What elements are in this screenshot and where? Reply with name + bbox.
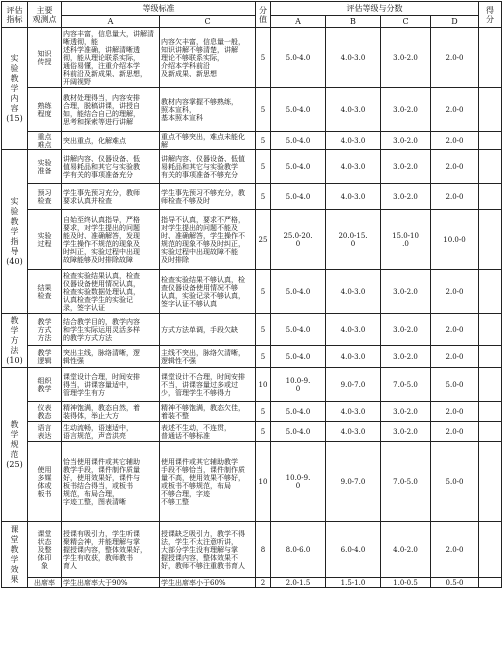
header-score-get: 得 分: [479, 2, 502, 28]
observation-point: 课堂 状态 及整 体印 象: [28, 522, 62, 578]
score-get-cell[interactable]: [479, 28, 502, 88]
standard-c-text: 学生事先预习不够充分，教 师检查不够及时: [160, 184, 256, 210]
score-value: 8: [256, 522, 271, 578]
grade-c-range: 7.0-5.0: [381, 368, 431, 402]
score-value: 5: [256, 270, 271, 314]
score-get-cell[interactable]: [479, 184, 502, 210]
score-get-cell[interactable]: [479, 270, 502, 314]
standard-c-text: 精神不够饱满，教态欠佳， 着装不整: [160, 402, 256, 422]
standard-c-text: 授课缺乏吸引力，教学不得 法，学生不太注意听讲， 大部分学生没有理解与掌 握授课内容，整体效果不 好，教师不够注重教书育人: [160, 522, 256, 578]
grade-c-range: 3.0-2.0: [381, 132, 431, 150]
grade-d-range: 0.5-0: [431, 578, 479, 588]
grade-d-range: 2.0-0: [431, 314, 479, 346]
grade-b-range: 4.0-3.0: [326, 150, 381, 184]
observation-point: 知识 传授: [28, 28, 62, 88]
score-value: 25: [256, 210, 271, 270]
header-grade-d: D: [431, 16, 479, 28]
standard-a-text: 恰当使用课件或其它辅助 教学手段，课件制作质量 好，使用效果好，课件与 板书结合得当，或板书 规范，布局合理， 字迹工整，图表清晰: [62, 442, 160, 522]
grade-c-range: 3.0-2.0: [381, 346, 431, 368]
table-row: [2, 150, 502, 184]
score-value: 2: [256, 578, 271, 588]
table-body: [2, 28, 502, 588]
table-row: [2, 132, 502, 150]
standard-c-text: 教材内容掌握不够熟练， 照本宣科， 基本照本宣科: [160, 88, 256, 132]
grade-a-range: 5.0-4.0: [271, 132, 326, 150]
score-value: 5: [256, 88, 271, 132]
standard-c-text: 检查实验结果不够认真，检 查仪器设备使用情况不够 认真，实验记录不够认真， 签字认证不够认真: [160, 270, 256, 314]
observation-point: 预习 检查: [28, 184, 62, 210]
grade-a-range: 8.0-6.0: [271, 522, 326, 578]
grade-a-range: 5.0-4.0: [271, 270, 326, 314]
grade-c-range: 3.0-2.0: [381, 88, 431, 132]
grade-d-range: 2.0-0: [431, 422, 479, 442]
header-eval-indicator: 评估 指标: [2, 2, 28, 28]
standard-a-text: 结合教学目的，教学内容 和学生实际运用灵活多样 的教学方式方法: [62, 314, 160, 346]
table-row: [2, 28, 502, 88]
grade-a-range: 5.0-4.0: [271, 346, 326, 368]
score-get-cell[interactable]: [479, 368, 502, 402]
standard-a-text: 授课有吸引力，学生听课 聚精会神，并能理解与掌 握授课内容，整体效果好， 学生有收获，教师教书 育人: [62, 522, 160, 578]
score-get-cell[interactable]: [479, 402, 502, 422]
table-row: [2, 522, 502, 578]
score-value: 5: [256, 132, 271, 150]
header-grade-scores: 评估等级与分数: [271, 2, 479, 16]
grade-d-range: 5.0-0: [431, 368, 479, 402]
grade-b-range: 4.0-3.0: [326, 270, 381, 314]
grade-c-range: 7.0-5.0: [381, 442, 431, 522]
indicator-group-label: 教 学 方 法 (10): [2, 314, 28, 368]
grade-a-range: 5.0-4.0: [271, 422, 326, 442]
grade-d-range: 2.0-0: [431, 184, 479, 210]
grade-c-range: 15.0-10 .0: [381, 210, 431, 270]
evaluation-table-sheet: [1, 1, 494, 588]
table-row: [2, 578, 502, 588]
grade-b-range: 4.0-3.0: [326, 314, 381, 346]
observation-point: 结果 检查: [28, 270, 62, 314]
header-col-c: C: [160, 16, 256, 28]
observation-point: 实验 准备: [28, 150, 62, 184]
observation-point: 使用 多媒 体或 板书: [28, 442, 62, 522]
score-get-cell[interactable]: [479, 442, 502, 522]
standard-a-text: 教材处理得当，内容安排 合理，脱稿讲课，讲授自 如，能结合自己的理解， 思考和探索等进行讲解: [62, 88, 160, 132]
header-grade-a: A: [271, 16, 326, 28]
observation-point: 出席率: [28, 578, 62, 588]
standard-c-text: 表述不生动，不连贯， 普通话不够标准: [160, 422, 256, 442]
standard-a-text: 内容丰富，信息量大，讲解清晰透彻，能 述科学准确，讲解清晰透 彻，能从理论联系实际， 通俗易懂，注重介绍本学 科前沿及新成果、新思想， 开阔视野: [62, 28, 160, 88]
table-row: [2, 184, 502, 210]
grade-b-range: 9.0-7.0: [326, 368, 381, 402]
score-value: 5: [256, 346, 271, 368]
grade-b-range: 1.5-1.0: [326, 578, 381, 588]
grade-c-range: 1.0-0.5: [381, 578, 431, 588]
standard-a-text: 学生出席率大于90%: [62, 578, 160, 588]
standard-a-text: 突出主线，脉络清晰，逻 辑性强: [62, 346, 160, 368]
grade-a-range: 25.0-20. 0: [271, 210, 326, 270]
standard-c-text: 重点不够突出，难点未能化 解: [160, 132, 256, 150]
standard-a-text: 突出重点，化解难点: [62, 132, 160, 150]
grade-c-range: 3.0-2.0: [381, 184, 431, 210]
standard-c-text: 方式方法单调，手段欠缺: [160, 314, 256, 346]
grade-d-range: 2.0-0: [431, 88, 479, 132]
score-value: 5: [256, 314, 271, 346]
grade-b-range: 4.0-3.0: [326, 88, 381, 132]
indicator-group-label: 实 验 教 学 内 容 (15): [2, 28, 28, 150]
grade-c-range: 3.0-2.0: [381, 402, 431, 422]
score-value: 5: [256, 422, 271, 442]
observation-point: 重点 难点: [28, 132, 62, 150]
standard-a-text: 自始至终认真指导，严格 要求，对学生提出的问题 能及时、准确解答，发现 学生操作不规范的现象及 时纠正，实验过程中出现 故障能够及时排除故障: [62, 210, 160, 270]
grade-d-range: 2.0-0: [431, 402, 479, 422]
standard-a-text: 检查实验结果认真，检查 仪器设备使用情况认真， 检查实验数据处理认真， 认真检查学生的实验记 录，签字认证: [62, 270, 160, 314]
grade-c-range: 3.0-2.0: [381, 270, 431, 314]
standard-a-text: 生动流畅，语速适中， 语言规范，声音洪亮: [62, 422, 160, 442]
standard-a-text: 精神饱满，教态自然，着 装得体，举止大方: [62, 402, 160, 422]
table-row: [2, 346, 502, 368]
score-get-cell[interactable]: [479, 88, 502, 132]
table-row: [2, 88, 502, 132]
score-value: 10: [256, 442, 271, 522]
indicator-group-label: 课 堂 教 学 效 果: [2, 522, 28, 588]
grade-a-range: 5.0-4.0: [271, 88, 326, 132]
grade-d-range: 2.0-0: [431, 132, 479, 150]
grade-c-range: 3.0-2.0: [381, 314, 431, 346]
score-get-cell[interactable]: [479, 210, 502, 270]
observation-point: 教学 逻辑: [28, 346, 62, 368]
score-value: 10: [256, 368, 271, 402]
score-get-cell[interactable]: [479, 132, 502, 150]
score-value: 5: [256, 28, 271, 88]
header-score-value: 分 值: [256, 2, 271, 28]
score-get-cell[interactable]: [479, 314, 502, 346]
standard-c-text: 指导不认真，要求不严格， 对学生提出的问题不能及 时、准确解答，学生操作不 规范的现象不够及时纠正， 实验过程中出现故障不能 及时排除: [160, 210, 256, 270]
grade-a-range: 5.0-4.0: [271, 150, 326, 184]
grade-c-range: 3.0-2.0: [381, 28, 431, 88]
grade-a-range: 2.0-1.5: [271, 578, 326, 588]
score-get-cell[interactable]: [479, 346, 502, 368]
indicator-group-label: 教 学 规 范 (25): [2, 368, 28, 522]
score-value: 5: [256, 150, 271, 184]
observation-point: 组织 教学: [28, 368, 62, 402]
indicator-group-label: 实 验 教 学 指 导 (40): [2, 150, 28, 314]
standard-a-text: 学生事先预习充分，教师 要求认真并检查: [62, 184, 160, 210]
observation-point: 实验 过程: [28, 210, 62, 270]
table-row: [2, 442, 502, 522]
grade-a-range: 5.0-4.0: [271, 402, 326, 422]
header-col-a: A: [62, 16, 160, 28]
standard-a-text: 讲解内容、仪器设备、低 值易耗品和其它与实验教 学有关的事项准备充分: [62, 150, 160, 184]
standard-c-text: 讲解内容、仪器设备、低值 易耗品和其它与实验教学 有关的事项准备不够充分: [160, 150, 256, 184]
observation-point: 仪表 教态: [28, 402, 62, 422]
standard-c-text: 学生出席率小于60%: [160, 578, 256, 588]
grade-d-range: 2.0-0: [431, 28, 479, 88]
table-row: [2, 314, 502, 346]
grade-b-range: 4.0-3.0: [326, 28, 381, 88]
grade-b-range: 6.0-4.0: [326, 522, 381, 578]
evaluation-table: [1, 1, 502, 588]
score-get-cell[interactable]: [479, 578, 502, 588]
grade-d-range: 2.0-0: [431, 150, 479, 184]
grade-d-range: 10.0-0: [431, 210, 479, 270]
header-grade-c: C: [381, 16, 431, 28]
grade-d-range: 2.0-0: [431, 270, 479, 314]
observation-point: 语言 表达: [28, 422, 62, 442]
observation-point: 教学 方式 方法: [28, 314, 62, 346]
standard-c-text: 课堂设计不合理，时间安排 不当，讲课容量过多或过 少，管理学生不够得力: [160, 368, 256, 402]
grade-c-range: 4.0-2.0: [381, 522, 431, 578]
grade-b-range: 9.0-7.0: [326, 442, 381, 522]
table-row: [2, 210, 502, 270]
standard-c-text: 主线不突出，脉络欠清晰， 逻辑性不强: [160, 346, 256, 368]
header-grade-standard: 等级标准: [62, 2, 256, 16]
grade-c-range: 3.0-2.0: [381, 422, 431, 442]
grade-b-range: 4.0-3.0: [326, 346, 381, 368]
score-get-cell[interactable]: [479, 150, 502, 184]
grade-d-range: 5.0-0: [431, 442, 479, 522]
grade-d-range: 2.0-0: [431, 522, 479, 578]
grade-b-range: 4.0-3.0: [326, 184, 381, 210]
score-get-cell[interactable]: [479, 422, 502, 442]
score-value: 5: [256, 184, 271, 210]
table-row: [2, 368, 502, 402]
grade-b-range: 4.0-3.0: [326, 422, 381, 442]
grade-b-range: 4.0-3.0: [326, 402, 381, 422]
score-get-cell[interactable]: [479, 522, 502, 578]
header-grade-b: B: [326, 16, 381, 28]
header-main-observation: 主要 观测点: [28, 2, 62, 28]
grade-a-range: 10.0-9. 0: [271, 442, 326, 522]
table-row: [2, 422, 502, 442]
score-value: 5: [256, 402, 271, 422]
grade-d-range: 2.0-0: [431, 346, 479, 368]
grade-a-range: 5.0-4.0: [271, 28, 326, 88]
grade-a-range: 5.0-4.0: [271, 314, 326, 346]
grade-a-range: 10.0-9. 0: [271, 368, 326, 402]
standard-c-text: 内容欠丰富，信息量一般， 知识讲解不够清楚，讲解 理论不够联系实际， 介绍本学科前沿 及新成果、新思想: [160, 28, 256, 88]
grade-a-range: 5.0-4.0: [271, 184, 326, 210]
grade-b-range: 20.0-15. 0: [326, 210, 381, 270]
table-row: [2, 270, 502, 314]
grade-b-range: 4.0-3.0: [326, 132, 381, 150]
observation-point: 熟练 程度: [28, 88, 62, 132]
standard-c-text: 使用课件或其它辅助教学 手段不够恰当，课件制作质 量不高，使用效果不够好， 或板书不够规范，布局 不够合理，字迹 不够工整: [160, 442, 256, 522]
table-row: [2, 402, 502, 422]
standard-a-text: 课堂设计合理，时间安排 得当，讲课容量适中， 管理学生有方: [62, 368, 160, 402]
grade-c-range: 3.0-2.0: [381, 150, 431, 184]
